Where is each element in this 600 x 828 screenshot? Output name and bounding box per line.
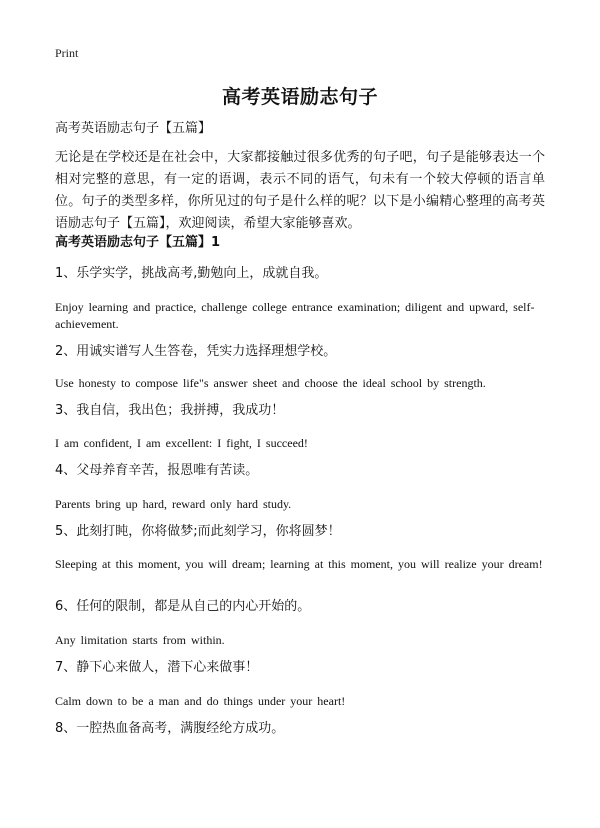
sentence-zh-1: 1、乐学实学，挑战高考,勤勉向上，成就自我。 (55, 266, 328, 281)
intro-paragraph: 无论是在学校还是在社会中，大家都接触过很多优秀的句子吧，句子是能够表达一个相对完整的意思，有一定的语调，表示不同的语气，句未有一个较大停顿的语言单位。句子的类型多样，你所见过的句子是什么样的呢？以下是小编精心整理的高考英语励志句子【五篇】，欢迎阅读，希望大家能够喜欢。 (55, 150, 545, 231)
sentence-zh-5: 5、此刻打盹，你将做梦;而此刻学习，你将圆梦！ (55, 524, 341, 539)
sentence-zh-7: 7、静下心来做人，潜下心来做事！ (55, 660, 259, 675)
sentence-en-1: Enjoy learning and practice, challenge college entrance examination; diligent and upward, self-achievement. (55, 300, 535, 331)
sentence-en-5: Sleeping at this moment, you will dream; learning at this moment, you will realize your dream! (55, 557, 543, 571)
print-label: Print (55, 46, 79, 60)
page-title: 高考英语励志句子 (221, 86, 378, 108)
document-subtitle: 高考英语励志句子【五篇】 (55, 121, 212, 136)
sentence-zh-6: 6、任何的限制，都是从自己的内心开始的。 (55, 599, 311, 614)
sentence-zh-2: 2、用诚实谱写人生答卷，凭实力选择理想学校。 (55, 344, 337, 359)
sentence-en-3: I am confident, I am excellent: I fight, I succeed! (55, 436, 308, 450)
sentence-zh-8: 8、一腔热血备高考，满腹经纶方成功。 (55, 721, 285, 736)
sentence-en-4: Parents bring up hard, reward only hard study. (55, 497, 292, 511)
sentence-en-6: Any limitation starts from within. (55, 633, 225, 647)
sentence-zh-4: 4、父母养育辛苦，报恩唯有苦读。 (55, 463, 259, 478)
sentence-en-7: Calm down to be a man and do things under your heart! (55, 694, 346, 708)
sentence-zh-3: 3、我自信，我出色；我拼搏，我成功！ (55, 403, 285, 418)
section-heading: 高考英语励志句子【五篇】1 (55, 235, 221, 250)
sentence-en-2: Use honesty to compose life"s answer sheet and choose the ideal school by strength. (55, 376, 486, 390)
